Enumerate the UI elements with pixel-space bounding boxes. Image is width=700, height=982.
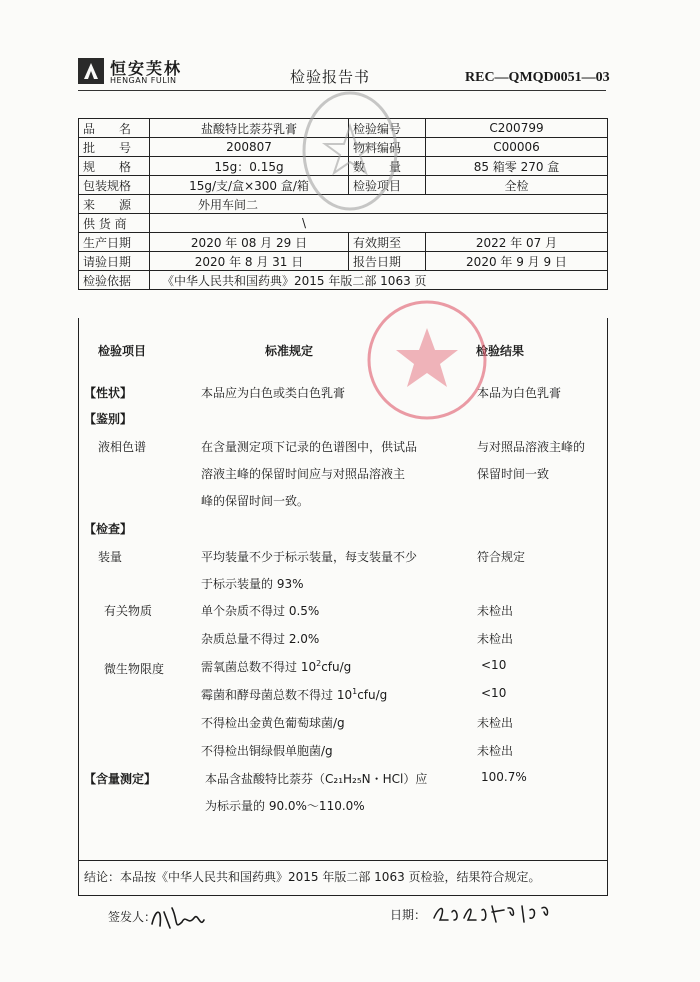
value-request-date: 2020 年 8 月 31 日 bbox=[150, 252, 349, 271]
signer-label: 签发人： bbox=[108, 910, 157, 924]
label-supplier: 供 货 商 bbox=[79, 214, 150, 233]
section-inspection: 【检查】 bbox=[84, 522, 133, 536]
label-production-date: 生产日期 bbox=[79, 233, 150, 252]
date-label: 日期： bbox=[390, 908, 427, 922]
lc-standard-line3: 峰的保留时间一致。 bbox=[201, 494, 310, 508]
related-substances-standard-1: 单个杂质不得过 0.5% bbox=[201, 604, 320, 618]
table-row bbox=[79, 252, 608, 271]
table-row bbox=[79, 233, 608, 252]
brand-name-cn: 恒安芙林 bbox=[110, 59, 183, 78]
handwritten-date-icon bbox=[430, 898, 560, 928]
value-spec: 15g：0.15g bbox=[150, 157, 349, 176]
microbial-result-4: 未检出 bbox=[477, 744, 514, 758]
microbial-limit-item: 微生物限度 bbox=[104, 662, 165, 676]
label-test-items: 检验项目 bbox=[349, 176, 426, 195]
company-logo-icon bbox=[78, 58, 104, 84]
value-batch-number: 200807 bbox=[150, 138, 349, 157]
lc-item: 液相色谱 bbox=[98, 440, 147, 454]
table-row bbox=[79, 271, 608, 290]
table-row bbox=[79, 214, 608, 233]
lc-standard-line1: 在含量测定项下记录的色谱图中，供试品 bbox=[201, 440, 418, 454]
appearance-result: 本品为白色乳膏 bbox=[477, 386, 562, 400]
lc-standard-line2: 溶液主峰的保留时间应与对照品溶液主 bbox=[201, 467, 406, 481]
value-material-code: C00006 bbox=[426, 138, 608, 157]
value-test-items: 全检 bbox=[426, 176, 608, 195]
assay-result: 100.7% bbox=[481, 770, 527, 784]
value-supplier: \ bbox=[150, 214, 608, 233]
red-seal-stamp-icon bbox=[362, 290, 492, 430]
related-substances-standard-2: 杂质总量不得过 2.0% bbox=[201, 632, 320, 646]
microbial-result-2: <10 bbox=[481, 686, 507, 700]
header-test-item: 检验项目 bbox=[98, 344, 147, 358]
value-test-basis: 《中华人民共和国药典》2015 年版二部 1063 页 bbox=[150, 271, 608, 290]
label-batch-number: 批 号 bbox=[79, 138, 150, 157]
section-appearance: 【性状】 bbox=[84, 386, 133, 400]
conclusion-divider bbox=[78, 860, 607, 861]
document-code: REC—QMQD0051—03 bbox=[465, 70, 610, 85]
label-packaging: 包装规格 bbox=[79, 176, 150, 195]
appearance-standard: 本品应为白色或类白色乳膏 bbox=[201, 386, 346, 400]
microbial-standard-4: 不得检出铜绿假单胞菌/g bbox=[201, 744, 333, 758]
assay-standard-line2: 为标示量的 90.0%～110.0% bbox=[205, 799, 365, 813]
value-expiry-date: 2022 年 07 月 bbox=[426, 233, 608, 252]
label-test-basis: 检验依据 bbox=[79, 271, 150, 290]
related-substances-item: 有关物质 bbox=[104, 604, 153, 618]
value-production-date: 2020 年 08 月 29 日 bbox=[150, 233, 349, 252]
brand-name-en: HENGAN FULIN bbox=[110, 76, 177, 85]
conclusion-text: 结论：本品按《中华人民共和国药典》2015 年版二部 1063 页检验，结果符合规定。 bbox=[84, 870, 541, 884]
microbial-standard-2: 霉菌和酵母菌总数不得过 $10^1cfu/g$ bbox=[201, 687, 388, 702]
microbial-standard-1: 需氧菌总数不得过 $10^2cfu/g$ bbox=[201, 659, 352, 674]
value-report-date: 2020 年 9 月 9 日 bbox=[426, 252, 608, 271]
label-quantity: 数 量 bbox=[349, 157, 426, 176]
microbial-standard-3: 不得检出金黄色葡萄球菌/g bbox=[201, 716, 345, 730]
value-quantity: 85 箱零 270 盒 bbox=[426, 157, 608, 176]
lc-result-line2: 保留时间一致 bbox=[477, 467, 550, 481]
value-test-number: C200799 bbox=[426, 119, 608, 138]
label-request-date: 请验日期 bbox=[79, 252, 150, 271]
label-material-code: 物料编码 bbox=[349, 138, 426, 157]
fill-volume-result: 符合规定 bbox=[477, 550, 526, 564]
fill-volume-standard-line2: 于标示装量的 93% bbox=[201, 577, 304, 591]
document-title: 检验报告书 bbox=[290, 68, 371, 86]
label-source: 来 源 bbox=[79, 195, 150, 214]
fill-volume-item: 装量 bbox=[98, 550, 123, 564]
fill-volume-standard-line1: 平均装量不少于标示装量，每支装量不少 bbox=[201, 550, 418, 564]
section-identification: 【鉴别】 bbox=[84, 412, 133, 426]
header-standard: 标准规定 bbox=[265, 344, 314, 358]
handwritten-signature-icon bbox=[148, 900, 208, 934]
label-product-name: 品 名 bbox=[79, 119, 150, 138]
label-report-date: 报告日期 bbox=[349, 252, 426, 271]
label-spec: 规 格 bbox=[79, 157, 150, 176]
lc-result-line1: 与对照品溶液主峰的 bbox=[477, 440, 586, 454]
gray-seal-stamp-icon bbox=[300, 86, 400, 216]
label-test-number: 检验编号 bbox=[349, 119, 426, 138]
microbial-result-1: <10 bbox=[481, 658, 507, 672]
microbial-result-3: 未检出 bbox=[477, 716, 514, 730]
label-expiry-date: 有效期至 bbox=[349, 233, 426, 252]
value-source: 外用车间二 bbox=[150, 195, 608, 214]
related-substances-result-1: 未检出 bbox=[477, 604, 514, 618]
section-assay: 【含量测定】 bbox=[84, 772, 157, 786]
value-packaging: 15g/支/盒×300 盒/箱 bbox=[150, 176, 349, 195]
assay-standard-line1: 本品含盐酸特比萘芬（C₂₁H₂₅N・HCl）应 bbox=[205, 772, 428, 786]
header-result: 检验结果 bbox=[476, 344, 525, 358]
related-substances-result-2: 未检出 bbox=[477, 632, 514, 646]
value-product-name: 盐酸特比萘芬乳膏 bbox=[150, 119, 349, 138]
